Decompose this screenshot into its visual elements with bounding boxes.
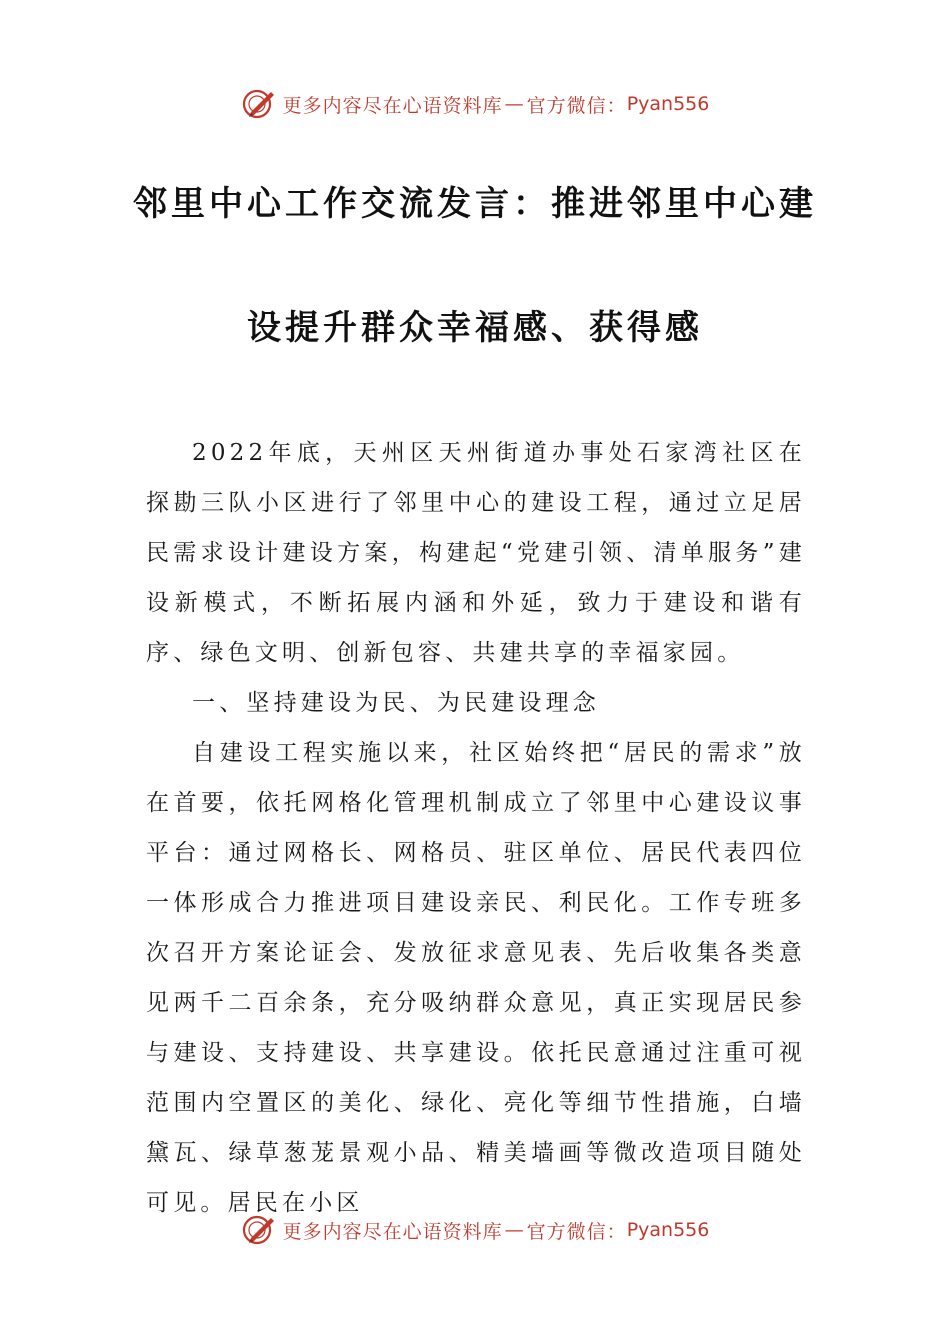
watermark-label: 官方微信： <box>526 94 627 117</box>
document-title-line-1: 邻里中心工作交流发言：推进邻里中心建 <box>133 184 817 224</box>
watermark-id: Pyan556 <box>626 93 710 115</box>
watermark-text: 更多内容尽在心语资料库 <box>282 94 503 117</box>
watermark-text: 更多内容尽在心语资料库 <box>282 1220 503 1243</box>
document-title-line-2: 设提升群众幸福感、获得感 <box>247 308 703 348</box>
watermark-label: 官方微信： <box>526 1220 627 1243</box>
watermark-header <box>0 84 950 124</box>
paragraph-section-1: 自建设工程实施以来，社区始终把“居民的需求”放在首要，依托网格化管理机制成立了邻里中心建设议事平台：通过网格长、网格员、驻区单位、居民代表四位一体形成合力推进项目建设亲民、利民化。工作专班多次召开方案论证会、发放征求意见表、先后收集各类意见两千二百余条，充分吸纳群众意见，真正实现居民参与建设、支持建设、共享建设。依托民意通过注重可视范围内空置区的美化、绿化、亮化等细节性措施，白墙黛瓦、绿草葱茏景观小品、精美墙画等微改造项目随处可见。居民在小区 <box>146 740 806 1216</box>
watermark-separator: — <box>504 93 525 115</box>
section-heading-1: 一、坚持建设为民、为民建设理念 <box>192 690 600 716</box>
paragraph-intro: 2022年底，天州区天州街道办事处石家湾社区在探勘三队小区进行了邻里中心的建设工程，通过立足居民需求设计建设方案，构建起“党建引领、清单服务”建设新模式，不断拓展内涵和外延，致力于建设和谐有序、绿色文明、创新包容、共建共享的幸福家园。 <box>146 440 806 666</box>
pen-logo-icon <box>241 1212 277 1248</box>
document-body <box>146 428 806 1228</box>
watermark-id: Pyan556 <box>626 1219 710 1241</box>
pen-logo-icon <box>241 86 277 122</box>
watermark-footer <box>0 1210 950 1250</box>
watermark-separator: — <box>504 1219 525 1241</box>
